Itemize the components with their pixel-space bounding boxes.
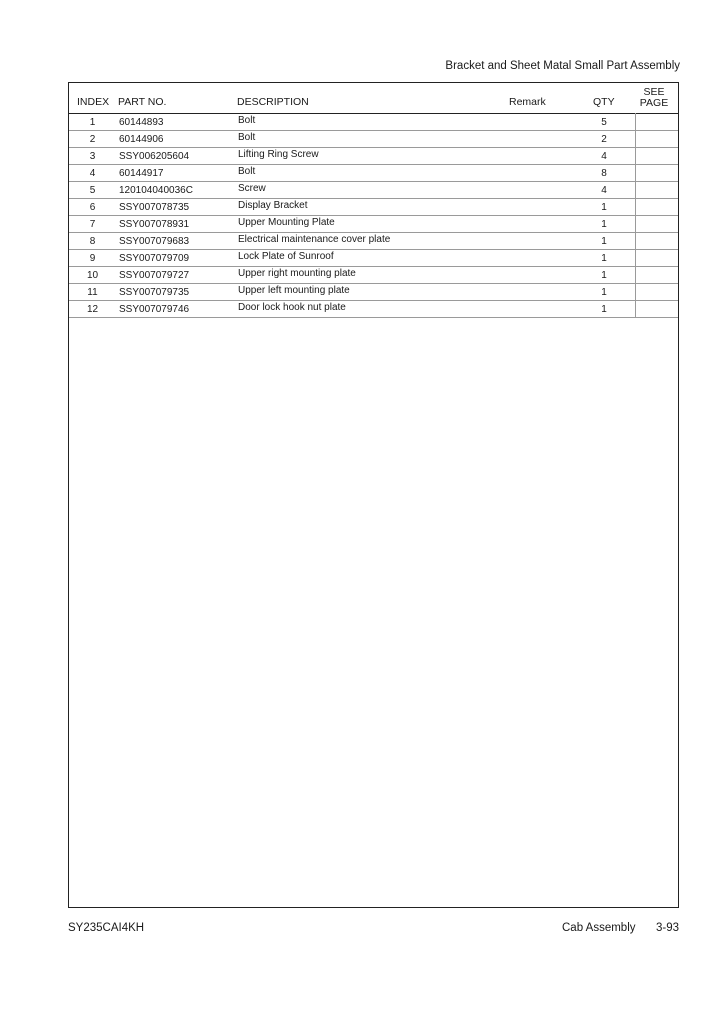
- row-part-no: SSY007079683: [119, 236, 190, 247]
- row-part-no: SSY007079735: [119, 287, 190, 298]
- footer-section: Cab Assembly: [562, 922, 636, 934]
- row-index: 2: [89, 134, 96, 145]
- row-qty: 5: [601, 117, 607, 128]
- table-row: [69, 131, 678, 148]
- row-index: 12: [86, 304, 99, 315]
- column-header-see-page: [634, 87, 674, 109]
- see-page-line1: SEE: [643, 86, 665, 98]
- row-part-no: 60144893: [119, 117, 164, 128]
- row-part-no: 60144906: [119, 134, 164, 145]
- row-part-no: SSY007078735: [119, 202, 190, 213]
- row-index: 5: [89, 185, 96, 196]
- row-index: 9: [89, 253, 96, 264]
- row-qty: 1: [601, 219, 607, 230]
- row-description: Bolt: [238, 115, 256, 126]
- row-description: Screw: [238, 183, 266, 194]
- table-body: [69, 114, 678, 318]
- footer-model: SY235CAI4KH: [68, 922, 145, 934]
- row-part-no: SSY007079746: [119, 304, 190, 315]
- row-description: Bolt: [238, 166, 256, 177]
- parts-table: [68, 82, 679, 908]
- row-qty: 8: [601, 168, 607, 179]
- table-row: [69, 182, 678, 199]
- row-qty: 1: [601, 287, 607, 298]
- column-header-remark: Remark: [509, 96, 546, 108]
- row-description: Door lock hook nut plate: [238, 302, 346, 313]
- row-index: 1: [89, 117, 96, 128]
- row-qty: 1: [601, 253, 607, 264]
- row-part-no: 60144917: [119, 168, 164, 179]
- table-row: [69, 165, 678, 182]
- row-qty: 1: [601, 236, 607, 247]
- row-qty: 2: [601, 134, 607, 145]
- row-index: 8: [89, 236, 96, 247]
- table-row: [69, 199, 678, 216]
- table-row: [69, 216, 678, 233]
- row-description: Lifting Ring Screw: [238, 149, 319, 160]
- row-qty: 4: [601, 185, 607, 196]
- table-row: [69, 301, 678, 318]
- row-qty: 1: [601, 202, 607, 213]
- row-index: 4: [89, 168, 96, 179]
- row-description: Upper left mounting plate: [238, 285, 350, 296]
- row-part-no: SSY007078931: [119, 219, 190, 230]
- row-index: 3: [89, 151, 96, 162]
- table-row: [69, 114, 678, 131]
- column-header-qty: QTY: [593, 96, 615, 108]
- column-header-part-no: PART NO.: [118, 96, 167, 108]
- row-index: 11: [87, 287, 98, 298]
- column-header-description: DESCRIPTION: [237, 96, 309, 108]
- see-page-divider: [635, 113, 636, 317]
- table-row: [69, 250, 678, 267]
- page-title: Bracket and Sheet Matal Small Part Assembly: [445, 60, 680, 72]
- row-qty: 4: [601, 151, 607, 162]
- row-description: Display Bracket: [238, 200, 308, 211]
- row-index: 7: [89, 219, 96, 230]
- row-qty: 1: [601, 270, 607, 281]
- table-row: [69, 267, 678, 284]
- row-description: Lock Plate of Sunroof: [238, 251, 334, 262]
- row-description: Bolt: [238, 132, 256, 143]
- table-header: [69, 83, 678, 114]
- column-header-index: INDEX: [77, 96, 110, 108]
- row-description: Electrical maintenance cover plate: [238, 234, 391, 245]
- row-index: 6: [89, 202, 96, 213]
- row-part-no: 120104040036C: [119, 185, 193, 196]
- see-page-line2: PAGE: [639, 97, 669, 109]
- row-part-no: SSY007079709: [119, 253, 190, 264]
- row-qty: 1: [601, 304, 607, 315]
- row-part-no: SSY006205604: [119, 151, 190, 162]
- row-description: Upper Mounting Plate: [238, 217, 335, 228]
- row-description: Upper right mounting plate: [238, 268, 356, 279]
- table-row: [69, 284, 678, 301]
- row-index: 10: [86, 270, 99, 281]
- table-row: [69, 233, 678, 250]
- footer-page-number: 3-93: [656, 922, 680, 934]
- table-row: [69, 148, 678, 165]
- row-part-no: SSY007079727: [119, 270, 190, 281]
